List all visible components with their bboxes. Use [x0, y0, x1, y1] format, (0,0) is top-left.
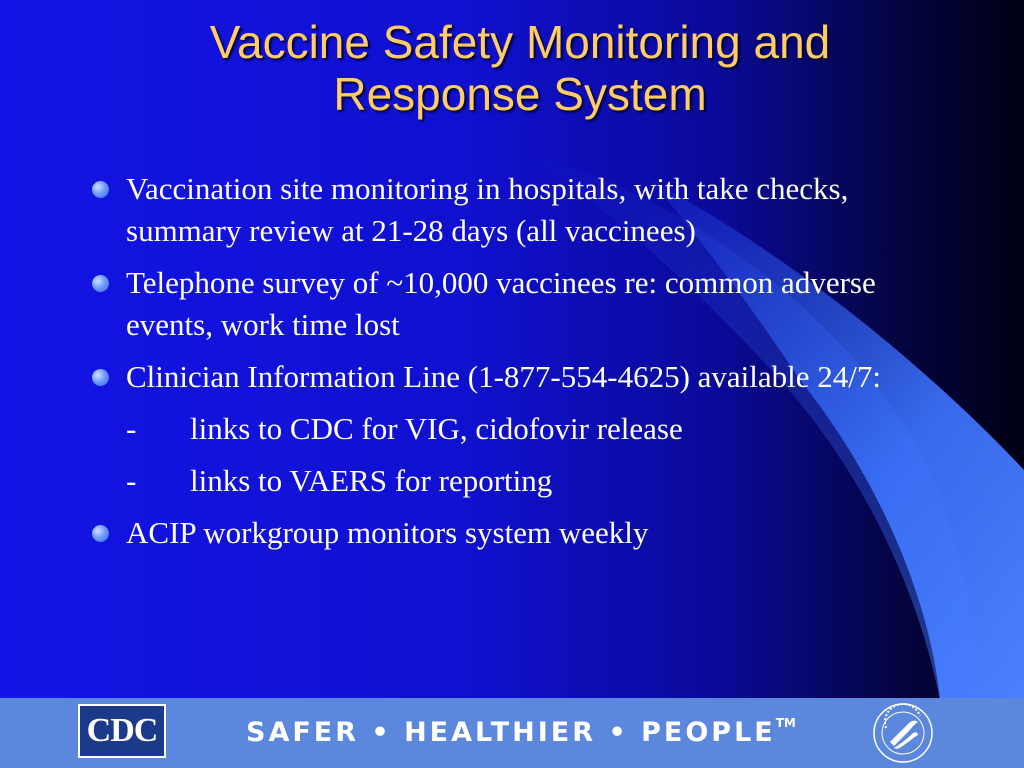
bullet-text: Telephone survey of ~10,000 vaccinees re: common adverse events, work time lost — [126, 265, 876, 342]
bullet-item — [88, 356, 968, 398]
sub-item-dash: - — [126, 411, 137, 446]
bullet-dot-icon — [92, 369, 109, 386]
bullet-dot-icon — [92, 525, 109, 542]
bullet-text: ACIP workgroup monitors system weekly — [126, 515, 649, 550]
cdc-logo: CDC — [78, 704, 166, 758]
tagline-text: SAFER • HEALTHIER • PEOPLE — [246, 717, 776, 748]
bullet-text: Vaccination site monitoring in hospitals, with take checks, summary review at 21-28 days (all vaccinees) — [126, 171, 849, 248]
title-line-2: Response System — [333, 68, 707, 120]
sub-item-dash: - — [126, 463, 137, 498]
bullet-dot-icon — [92, 181, 109, 198]
bullet-item — [88, 512, 968, 554]
footer-tagline — [246, 716, 796, 748]
sub-item — [88, 460, 968, 502]
bullet-text: Clinician Information Line (1-877-554-4625) available 24/7: — [126, 359, 881, 394]
sub-item-text: links to CDC for VIG, cidofovir release — [190, 411, 683, 446]
bullet-item — [88, 262, 968, 346]
sub-item — [88, 408, 968, 450]
bullet-list — [88, 168, 968, 564]
footer-bar — [0, 698, 1024, 768]
slide-title — [90, 16, 950, 120]
bullet-item — [88, 168, 968, 252]
trademark-mark: TM — [775, 716, 796, 730]
bullet-dot-icon — [92, 275, 109, 292]
hhs-seal-icon — [872, 702, 934, 764]
title-line-1: Vaccine Safety Monitoring and — [209, 16, 831, 68]
sub-item-text: links to VAERS for reporting — [190, 463, 553, 498]
